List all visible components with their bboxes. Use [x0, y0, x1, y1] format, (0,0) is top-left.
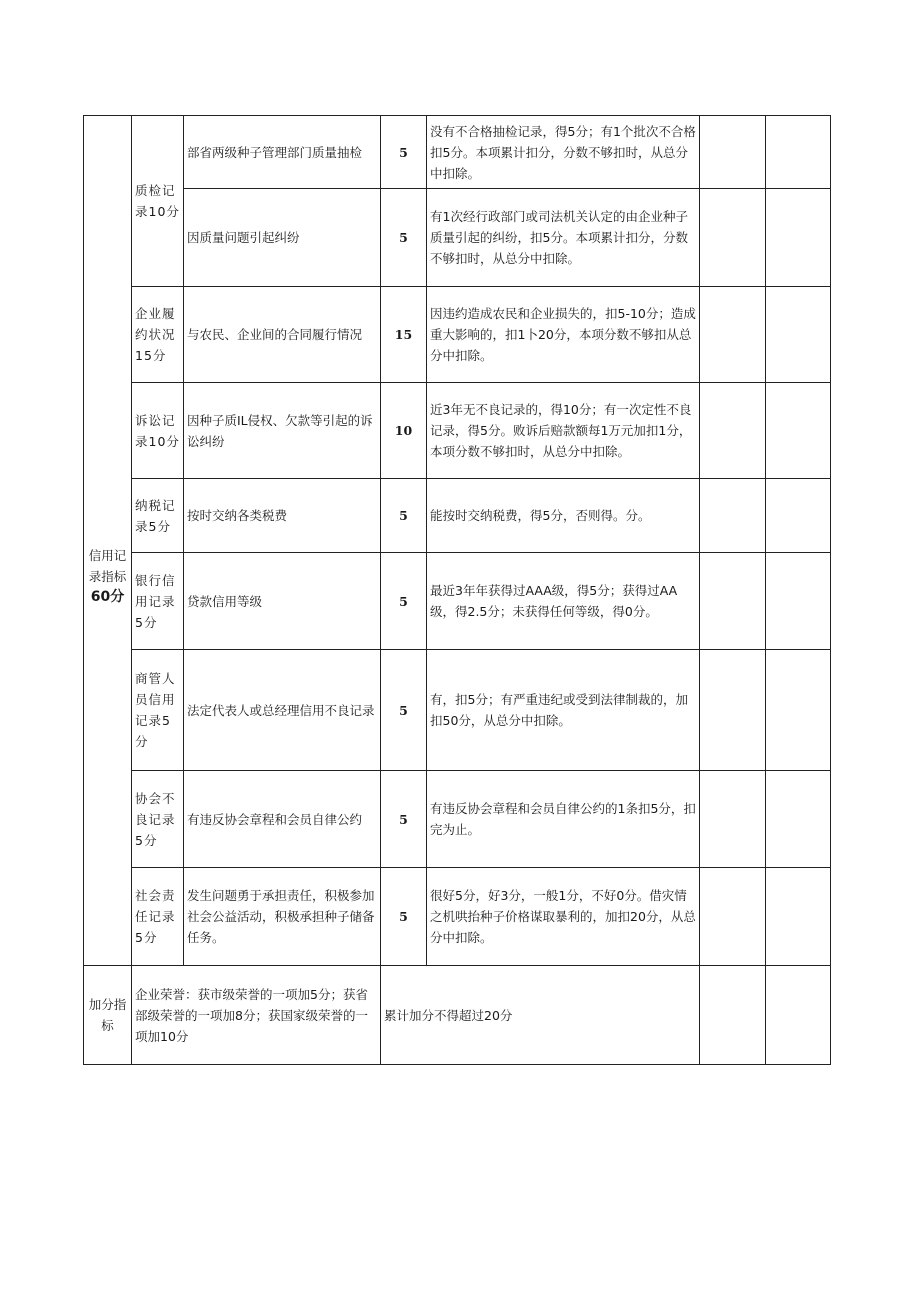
item-cell: 因质量问题引起纠纷 — [184, 189, 381, 287]
subcategory-cell: 商管人员信用记录5分 — [132, 650, 184, 771]
rule-cell: 很好5分，好3分，一般1分，不好0分。借灾情之机哄抬种子价格谋取暴利的，加扣20分，从总分中扣除。 — [427, 868, 700, 966]
table-row — [84, 553, 831, 650]
table-row — [84, 479, 831, 553]
subcategory-cell: 企业履约状况15分 — [132, 287, 184, 383]
empty-cell — [700, 383, 766, 479]
bonus-item-cell: 企业荣誉：获市级荣誉的一项加5分；获省部级荣誉的一项加8分；获国家级荣誉的一项加10分 — [132, 966, 381, 1065]
score-cell: 5 — [381, 553, 427, 650]
score-cell: 5 — [381, 771, 427, 868]
item-cell: 按时交纳各类税费 — [184, 479, 381, 553]
category-cell — [84, 189, 132, 966]
category-label-line2: 录指标 — [88, 569, 127, 585]
empty-cell — [700, 116, 766, 189]
empty-cell — [766, 189, 831, 287]
item-cell: 部省两级种子管理部门质量抽检 — [184, 116, 381, 189]
score-cell: 15 — [381, 287, 427, 383]
item-cell: 与农民、企业间的合同履行情况 — [184, 287, 381, 383]
score-cell: 10 — [381, 383, 427, 479]
table-row — [84, 116, 831, 189]
empty-cell — [766, 966, 831, 1065]
bonus-rule-cell: 累计加分不得超过20分 — [381, 966, 700, 1065]
subcategory-cell: 质检记录10分 — [132, 116, 184, 287]
empty-cell — [766, 771, 831, 868]
item-cell: 因种子质IL侵权、欠款等引起的诉讼纠纷 — [184, 383, 381, 479]
empty-cell — [766, 287, 831, 383]
table-row — [84, 771, 831, 868]
empty-cell — [766, 650, 831, 771]
empty-cell — [766, 479, 831, 553]
item-cell: 有违反协会章程和会员自律公约 — [184, 771, 381, 868]
score-cell: 5 — [381, 116, 427, 189]
item-cell: 贷款信用等级 — [184, 553, 381, 650]
score-cell: 5 — [381, 650, 427, 771]
empty-cell — [700, 287, 766, 383]
scoring-table — [83, 115, 831, 1065]
bonus-row — [84, 966, 831, 1065]
subcategory-cell: 协会不良记录5分 — [132, 771, 184, 868]
table-row — [84, 287, 831, 383]
empty-cell — [700, 966, 766, 1065]
rule-cell: 近3年无不良记录的，得10分；有一次定性不良记录，得5分。败诉后赔款额每1万元加扣1分，本项分数不够扣时，从总分中扣除。 — [427, 383, 700, 479]
empty-cell — [700, 868, 766, 966]
subcategory-cell: 诉讼记录10分 — [132, 383, 184, 479]
empty-cell — [700, 553, 766, 650]
rule-cell: 有违反协会章程和会员自律公约的1条扣5分，扣完为止。 — [427, 771, 700, 868]
table-row — [84, 868, 831, 966]
bonus-category-cell — [84, 966, 132, 1065]
empty-cell — [700, 771, 766, 868]
rule-cell: 因违约造成农民和企业损失的，扣5-10分；造成重大影响的，扣1卜20分，本项分数不够扣从总分中扣除。 — [427, 287, 700, 383]
empty-cell — [766, 868, 831, 966]
empty-cell — [766, 553, 831, 650]
category-label-line1: 信用记 — [88, 548, 127, 564]
bonus-category-line2: 标 — [101, 1018, 114, 1033]
subcategory-cell: 纳税记录5分 — [132, 479, 184, 553]
bonus-category-line1: 加分指 — [88, 997, 127, 1012]
score-cell: 5 — [381, 189, 427, 287]
score-cell: 5 — [381, 479, 427, 553]
empty-cell — [700, 479, 766, 553]
rule-cell: 有1次经行政部门或司法机关认定的由企业种子质量引起的纠纷，扣5分。本项累计扣分，分数不够扣时，从总分中扣除。 — [427, 189, 700, 287]
subcategory-cell: 社会责任记录5分 — [132, 868, 184, 966]
rule-cell: 有，扣5分；有严重违纪或受到法律制裁的，加扣50分，从总分中扣除。 — [427, 650, 700, 771]
rule-cell: 能按时交纳税费，得5分，否则得。分。 — [427, 479, 700, 553]
category-cell-top — [84, 116, 132, 189]
table-row — [84, 383, 831, 479]
empty-cell — [700, 650, 766, 771]
empty-cell — [766, 383, 831, 479]
item-cell: 发生问题勇于承担责任，积极参加社会公益活动，积极承担种子储备任务。 — [184, 868, 381, 966]
item-cell: 法定代表人或总经理信用不良记录 — [184, 650, 381, 771]
table-row — [84, 189, 831, 287]
category-label-line3: 60分 — [90, 589, 125, 606]
empty-cell — [700, 189, 766, 287]
subcategory-cell: 银行信用记录5分 — [132, 553, 184, 650]
table-row — [84, 650, 831, 771]
rule-cell: 最近3年年获得过AAA级，得5分；获得过AA级，得2.5分；未获得任何等级，得0分。 — [427, 553, 700, 650]
score-cell: 5 — [381, 868, 427, 966]
empty-cell — [766, 116, 831, 189]
rule-cell: 没有不合格抽检记录，得5分；有1个批次不合格扣5分。本项累计扣分，分数不够扣时，从总分中扣除。 — [427, 116, 700, 189]
